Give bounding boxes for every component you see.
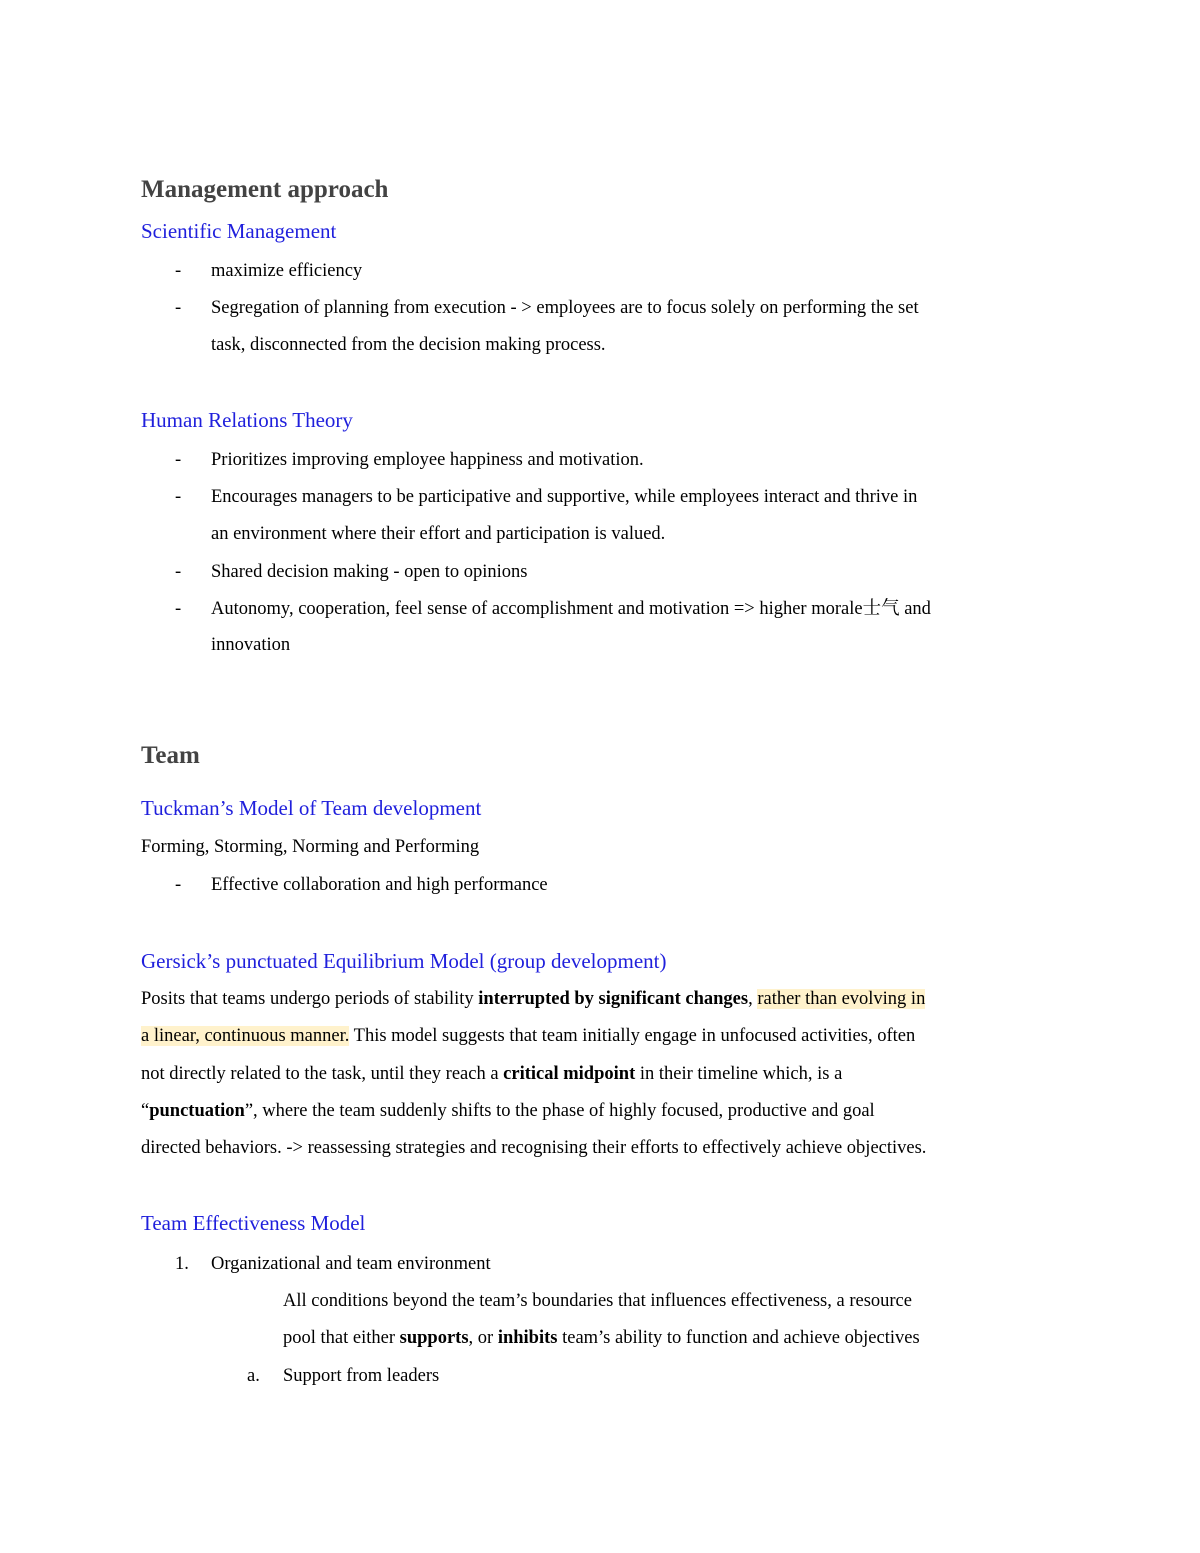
text-run: pool that either (283, 1328, 400, 1348)
gersick-paragraph-line (141, 990, 925, 1009)
bold-text: inhibits (497, 1328, 558, 1348)
gersick-paragraph-line (141, 1027, 915, 1046)
gersick-paragraph-line: directed behaviors. -> reassessing strategies and recognising their efforts to effectively achieve objectives. (141, 1138, 927, 1158)
gersick-paragraph-line (141, 1065, 842, 1084)
sublist-marker: a. (247, 1366, 260, 1386)
text-run: , (748, 989, 758, 1009)
bullet-text-continued: task, disconnected from the decision making process. (211, 335, 606, 355)
description-line (283, 1329, 920, 1348)
bullet-marker: - (175, 599, 182, 619)
text-run: Posits that teams undergo periods of stability (141, 989, 479, 1009)
bullet-marker: - (175, 261, 182, 281)
heading-management-approach: Management approach (141, 176, 389, 203)
bullet-marker: - (175, 487, 182, 507)
bold-text: punctuation (149, 1101, 245, 1121)
paragraph-stages: Forming, Storming, Norming and Performing (141, 837, 480, 857)
bullet-marker: - (175, 875, 182, 895)
numbered-list-marker: 1. (175, 1254, 189, 1274)
text-run: in their timeline which, is a (635, 1064, 843, 1084)
bullet-marker: - (175, 450, 182, 470)
subheading-human-relations-theory: Human Relations Theory (141, 408, 353, 432)
subheading-tuckman-model: Tuckman’s Model of Team development (141, 796, 482, 820)
bold-text: interrupted by significant changes (478, 989, 749, 1009)
bullet-text: Effective collaboration and high performance (211, 875, 548, 895)
description-line: All conditions beyond the team’s boundaries that influences effectiveness, a resource (283, 1291, 912, 1311)
subheading-gersick-model: Gersick’s punctuated Equilibrium Model (group development) (141, 949, 667, 973)
bullet-text: Autonomy, cooperation, feel sense of accomplishment and motivation => higher morale士气 and (211, 599, 931, 619)
heading-team: Team (141, 742, 200, 769)
bold-text: critical midpoint (503, 1064, 636, 1084)
text-run: “ (141, 1101, 150, 1121)
bullet-text: Encourages managers to be participative and supportive, while employees interact and thrive in (211, 487, 918, 507)
highlighted-text: a linear, continuous manner. (141, 1026, 350, 1046)
bullet-text: Prioritizes improving employee happiness and motivation. (211, 450, 644, 470)
bullet-text: Shared decision making - open to opinions (211, 562, 528, 582)
bullet-marker: - (175, 562, 182, 582)
bullet-marker: - (175, 298, 182, 318)
bullet-text-continued: an environment where their effort and participation is valued. (211, 524, 666, 544)
highlighted-text: rather than evolving in (757, 989, 926, 1009)
subheading-scientific-management: Scientific Management (141, 219, 337, 243)
text-run: ”, where the team suddenly shifts to the phase of highly focused, productive and goal (244, 1101, 875, 1121)
text-run: , or (468, 1328, 498, 1348)
bullet-text: maximize efficiency (211, 261, 363, 281)
subheading-team-effectiveness-model: Team Effectiveness Model (141, 1211, 366, 1235)
numbered-list-text: Organizational and team environment (211, 1254, 491, 1274)
bullet-text: Segregation of planning from execution - > employees are to focus solely on performing the set (211, 298, 919, 318)
text-run: team’s ability to function and achieve objectives (557, 1328, 920, 1348)
bullet-text-continued: innovation (211, 635, 291, 655)
sublist-text: Support from leaders (283, 1366, 440, 1386)
text-run: not directly related to the task, until they reach a (141, 1064, 504, 1084)
gersick-paragraph-line (141, 1102, 875, 1121)
bold-text: supports (399, 1328, 469, 1348)
text-run: This model suggests that team initially engage in unfocused activities, often (349, 1026, 916, 1046)
